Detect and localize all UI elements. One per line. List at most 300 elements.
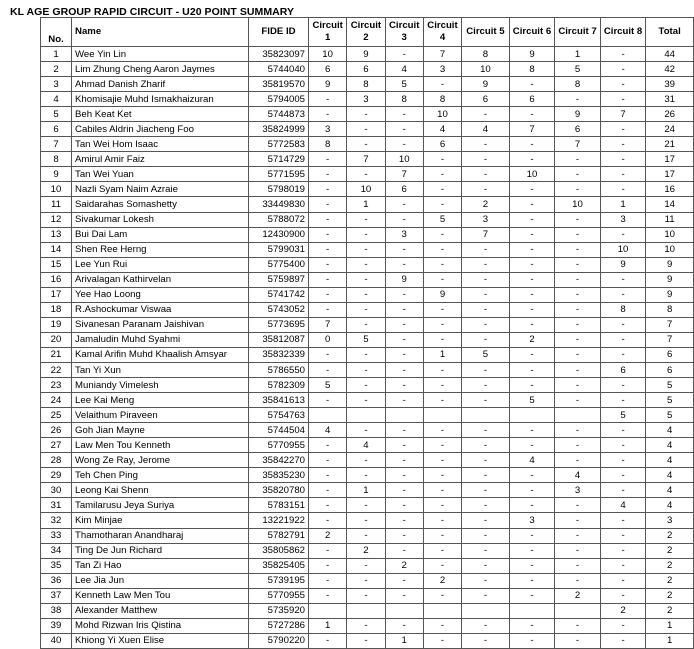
cell-circuit-6: - xyxy=(509,182,555,197)
cell-circuit-3: - xyxy=(385,332,423,347)
cell-fide-id: 35824999 xyxy=(248,122,308,137)
cell-circuit-6 xyxy=(509,408,555,423)
cell-total: 3 xyxy=(646,513,694,528)
cell-fide-id: 5744504 xyxy=(248,423,308,438)
cell-no: 19 xyxy=(41,317,72,332)
cell-total: 9 xyxy=(646,257,694,272)
cell-circuit-8: - xyxy=(600,287,646,302)
cell-circuit-6: - xyxy=(509,498,555,513)
cell-circuit-2: - xyxy=(347,242,385,257)
cell-circuit-6: - xyxy=(509,302,555,317)
cell-circuit-8: - xyxy=(600,453,646,468)
cell-circuit-2: - xyxy=(347,453,385,468)
cell-fide-id: 5783151 xyxy=(248,498,308,513)
cell-name: Bui Dai Lam xyxy=(72,227,249,242)
cell-no: 38 xyxy=(41,603,72,618)
cell-circuit-7: 4 xyxy=(555,468,601,483)
cell-circuit-3: - xyxy=(385,483,423,498)
cell-circuit-3: - xyxy=(385,438,423,453)
cell-name: Beh Keat Ket xyxy=(72,107,249,122)
cell-circuit-8: 10 xyxy=(600,242,646,257)
cell-total: 17 xyxy=(646,167,694,182)
cell-circuit-6: - xyxy=(509,137,555,152)
table-row xyxy=(41,47,694,62)
cell-circuit-3: - xyxy=(385,588,423,603)
cell-total: 2 xyxy=(646,543,694,558)
cell-circuit-6: - xyxy=(509,107,555,122)
cell-circuit-7: 3 xyxy=(555,483,601,498)
table-row xyxy=(41,332,694,347)
cell-circuit-6: 8 xyxy=(509,62,555,77)
cell-no: 13 xyxy=(41,227,72,242)
cell-circuit-7: 2 xyxy=(555,588,601,603)
cell-circuit-1: - xyxy=(309,107,347,122)
cell-total: 14 xyxy=(646,197,694,212)
cell-circuit-7: - xyxy=(555,152,601,167)
cell-circuit-7: - xyxy=(555,242,601,257)
page-title: KL AGE GROUP RAPID CIRCUIT - U20 POINT SUMMARY xyxy=(10,6,295,18)
cell-circuit-8: - xyxy=(600,438,646,453)
cell-circuit-7: - xyxy=(555,618,601,633)
cell-circuit-4: - xyxy=(423,362,461,377)
cell-total: 21 xyxy=(646,137,694,152)
cell-circuit-8: - xyxy=(600,272,646,287)
cell-circuit-4: 7 xyxy=(423,47,461,62)
cell-circuit-7: - xyxy=(555,498,601,513)
cell-name: Teh Chen Ping xyxy=(72,468,249,483)
cell-circuit-6: - xyxy=(509,152,555,167)
cell-circuit-7: 10 xyxy=(555,197,601,212)
cell-circuit-7: - xyxy=(555,227,601,242)
table-row xyxy=(41,197,694,212)
cell-circuit-5: - xyxy=(462,378,510,393)
cell-name: Kim Minjae xyxy=(72,513,249,528)
cell-name: Goh Jian Mayne xyxy=(72,423,249,438)
cell-circuit-8: 3 xyxy=(600,212,646,227)
cell-circuit-5: - xyxy=(462,167,510,182)
table-row xyxy=(41,92,694,107)
cell-circuit-6: - xyxy=(509,227,555,242)
cell-circuit-4: - xyxy=(423,633,461,648)
cell-fide-id: 5794005 xyxy=(248,92,308,107)
cell-circuit-2: 9 xyxy=(347,47,385,62)
cell-circuit-2: - xyxy=(347,588,385,603)
cell-circuit-4: - xyxy=(423,317,461,332)
cell-circuit-4: - xyxy=(423,393,461,408)
cell-circuit-1: - xyxy=(309,227,347,242)
cell-no: 8 xyxy=(41,152,72,167)
cell-circuit-3: - xyxy=(385,528,423,543)
cell-circuit-4: - xyxy=(423,558,461,573)
cell-circuit-1: - xyxy=(309,438,347,453)
cell-fide-id: 5782791 xyxy=(248,528,308,543)
table-row xyxy=(41,347,694,362)
cell-circuit-8: - xyxy=(600,317,646,332)
cell-fide-id: 5788072 xyxy=(248,212,308,227)
cell-circuit-3: - xyxy=(385,107,423,122)
cell-circuit-5: - xyxy=(462,558,510,573)
cell-circuit-8: - xyxy=(600,573,646,588)
cell-fide-id: 35820780 xyxy=(248,483,308,498)
cell-circuit-8: 8 xyxy=(600,302,646,317)
cell-circuit-2: - xyxy=(347,378,385,393)
cell-name: Wee Yin Lin xyxy=(72,47,249,62)
cell-circuit-1: - xyxy=(309,182,347,197)
cell-no: 30 xyxy=(41,483,72,498)
cell-circuit-5: - xyxy=(462,483,510,498)
cell-no: 3 xyxy=(41,77,72,92)
cell-circuit-3: - xyxy=(385,362,423,377)
cell-total: 7 xyxy=(646,317,694,332)
cell-circuit-3: - xyxy=(385,513,423,528)
cell-circuit-3: - xyxy=(385,212,423,227)
cell-total: 4 xyxy=(646,453,694,468)
cell-circuit-6: - xyxy=(509,197,555,212)
cell-circuit-8: - xyxy=(600,558,646,573)
cell-total: 1 xyxy=(646,633,694,648)
cell-circuit-7: - xyxy=(555,573,601,588)
cell-fide-id: 35805862 xyxy=(248,543,308,558)
cell-circuit-4: 6 xyxy=(423,137,461,152)
header-name: Name xyxy=(72,18,249,47)
cell-no: 20 xyxy=(41,332,72,347)
table-row xyxy=(41,62,694,77)
cell-circuit-7: - xyxy=(555,332,601,347)
cell-circuit-3: - xyxy=(385,137,423,152)
cell-circuit-5: - xyxy=(462,332,510,347)
cell-fide-id: 5790220 xyxy=(248,633,308,648)
cell-fide-id: 5744873 xyxy=(248,107,308,122)
cell-fide-id: 13221922 xyxy=(248,513,308,528)
cell-circuit-7: - xyxy=(555,633,601,648)
cell-circuit-5: - xyxy=(462,423,510,438)
cell-name: Thamotharan Anandharaj xyxy=(72,528,249,543)
cell-circuit-8: - xyxy=(600,137,646,152)
cell-circuit-5: - xyxy=(462,152,510,167)
cell-no: 12 xyxy=(41,212,72,227)
cell-circuit-2: - xyxy=(347,317,385,332)
cell-circuit-8: - xyxy=(600,47,646,62)
cell-no: 6 xyxy=(41,122,72,137)
cell-circuit-3 xyxy=(385,408,423,423)
cell-no: 31 xyxy=(41,498,72,513)
table-row xyxy=(41,107,694,122)
cell-circuit-3: 10 xyxy=(385,152,423,167)
cell-circuit-2: 3 xyxy=(347,92,385,107)
cell-circuit-2: - xyxy=(347,468,385,483)
cell-circuit-5: - xyxy=(462,137,510,152)
table-row xyxy=(41,423,694,438)
cell-circuit-4: - xyxy=(423,302,461,317)
cell-circuit-8: - xyxy=(600,92,646,107)
table-row xyxy=(41,558,694,573)
table-row xyxy=(41,483,694,498)
cell-circuit-8: - xyxy=(600,618,646,633)
cell-circuit-1: - xyxy=(309,468,347,483)
cell-circuit-1: - xyxy=(309,543,347,558)
header-circuit-6: Circuit 6 xyxy=(509,18,555,47)
table-row xyxy=(41,513,694,528)
cell-total: 2 xyxy=(646,528,694,543)
cell-no: 18 xyxy=(41,302,72,317)
table-row xyxy=(41,302,694,317)
cell-circuit-5: - xyxy=(462,513,510,528)
cell-circuit-2: - xyxy=(347,137,385,152)
cell-circuit-8: - xyxy=(600,483,646,498)
cell-circuit-4: - xyxy=(423,167,461,182)
cell-total: 9 xyxy=(646,272,694,287)
cell-total: 4 xyxy=(646,438,694,453)
cell-circuit-6: 9 xyxy=(509,47,555,62)
cell-circuit-6: - xyxy=(509,347,555,362)
cell-circuit-3: 4 xyxy=(385,62,423,77)
cell-circuit-4: 5 xyxy=(423,212,461,227)
cell-name: Muniandy Vimelesh xyxy=(72,378,249,393)
cell-circuit-5: - xyxy=(462,468,510,483)
cell-circuit-7: - xyxy=(555,393,601,408)
cell-circuit-5: - xyxy=(462,302,510,317)
cell-circuit-8: - xyxy=(600,152,646,167)
cell-circuit-4: - xyxy=(423,242,461,257)
table-row xyxy=(41,257,694,272)
cell-circuit-4: - xyxy=(423,77,461,92)
cell-circuit-1: - xyxy=(309,633,347,648)
cell-circuit-8: - xyxy=(600,62,646,77)
cell-circuit-5: - xyxy=(462,588,510,603)
cell-circuit-4: - xyxy=(423,378,461,393)
cell-circuit-7: 6 xyxy=(555,122,601,137)
cell-circuit-3: - xyxy=(385,468,423,483)
cell-fide-id: 5798019 xyxy=(248,182,308,197)
cell-no: 26 xyxy=(41,423,72,438)
table-row xyxy=(41,362,694,377)
cell-circuit-2: - xyxy=(347,513,385,528)
cell-name: Ting De Jun Richard xyxy=(72,543,249,558)
cell-circuit-6: - xyxy=(509,558,555,573)
cell-total: 5 xyxy=(646,408,694,423)
cell-total: 26 xyxy=(646,107,694,122)
cell-circuit-4: 2 xyxy=(423,573,461,588)
cell-circuit-8: - xyxy=(600,588,646,603)
cell-circuit-6: 3 xyxy=(509,513,555,528)
table-row xyxy=(41,152,694,167)
cell-no: 39 xyxy=(41,618,72,633)
cell-circuit-5: 8 xyxy=(462,47,510,62)
cell-circuit-2: - xyxy=(347,633,385,648)
cell-circuit-3: - xyxy=(385,302,423,317)
cell-name: Ahmad Danish Zharif xyxy=(72,77,249,92)
cell-circuit-1: - xyxy=(309,588,347,603)
cell-no: 33 xyxy=(41,528,72,543)
cell-circuit-5: - xyxy=(462,438,510,453)
cell-total: 1 xyxy=(646,618,694,633)
cell-circuit-5: - xyxy=(462,317,510,332)
table-row xyxy=(41,588,694,603)
cell-circuit-8: - xyxy=(600,378,646,393)
table-row xyxy=(41,287,694,302)
cell-circuit-2: - xyxy=(347,122,385,137)
cell-circuit-5: - xyxy=(462,498,510,513)
cell-circuit-6: 6 xyxy=(509,92,555,107)
cell-circuit-4: - xyxy=(423,618,461,633)
cell-circuit-8: - xyxy=(600,543,646,558)
cell-circuit-2: - xyxy=(347,272,385,287)
cell-name: Cabiles Aldrin Jiacheng Foo xyxy=(72,122,249,137)
cell-circuit-2: 5 xyxy=(347,332,385,347)
cell-fide-id: 35832339 xyxy=(248,347,308,362)
cell-circuit-7: 9 xyxy=(555,107,601,122)
cell-no: 27 xyxy=(41,438,72,453)
cell-circuit-8: 2 xyxy=(600,603,646,618)
cell-circuit-7: - xyxy=(555,528,601,543)
cell-total: 2 xyxy=(646,588,694,603)
cell-name: Khiong Yi Xuen Elise xyxy=(72,633,249,648)
cell-circuit-3: - xyxy=(385,543,423,558)
cell-fide-id: 5770955 xyxy=(248,438,308,453)
cell-circuit-8: - xyxy=(600,332,646,347)
cell-circuit-6: 7 xyxy=(509,122,555,137)
cell-circuit-3: - xyxy=(385,317,423,332)
cell-circuit-5: - xyxy=(462,107,510,122)
header-circuit-2: Circuit 2 xyxy=(347,18,385,47)
cell-circuit-5 xyxy=(462,408,510,423)
cell-circuit-2: - xyxy=(347,558,385,573)
cell-circuit-4: 1 xyxy=(423,347,461,362)
cell-circuit-4: - xyxy=(423,543,461,558)
cell-circuit-3: - xyxy=(385,122,423,137)
cell-circuit-7: - xyxy=(555,543,601,558)
table-row xyxy=(41,393,694,408)
table-row xyxy=(41,167,694,182)
cell-circuit-1: - xyxy=(309,257,347,272)
cell-no: 4 xyxy=(41,92,72,107)
cell-circuit-7: - xyxy=(555,317,601,332)
cell-circuit-7: - xyxy=(555,92,601,107)
cell-circuit-8: - xyxy=(600,528,646,543)
cell-name: Law Men Tou Kenneth xyxy=(72,438,249,453)
cell-circuit-8: 9 xyxy=(600,257,646,272)
cell-total: 24 xyxy=(646,122,694,137)
cell-circuit-3: - xyxy=(385,453,423,468)
cell-circuit-6: - xyxy=(509,77,555,92)
cell-circuit-7 xyxy=(555,603,601,618)
cell-name: Yee Hao Loong xyxy=(72,287,249,302)
cell-circuit-6: - xyxy=(509,378,555,393)
table-row xyxy=(41,633,694,648)
cell-circuit-7: - xyxy=(555,453,601,468)
cell-circuit-2 xyxy=(347,603,385,618)
cell-circuit-4: - xyxy=(423,498,461,513)
cell-fide-id: 5735920 xyxy=(248,603,308,618)
header-fide-id: FIDE ID xyxy=(248,18,308,47)
cell-circuit-7: - xyxy=(555,558,601,573)
cell-circuit-7: - xyxy=(555,212,601,227)
cell-circuit-8: - xyxy=(600,182,646,197)
cell-name: Lee Yun Rui xyxy=(72,257,249,272)
cell-circuit-6: - xyxy=(509,362,555,377)
cell-circuit-1: - xyxy=(309,287,347,302)
cell-circuit-2: - xyxy=(347,167,385,182)
cell-total: 4 xyxy=(646,468,694,483)
cell-total: 2 xyxy=(646,558,694,573)
cell-circuit-8: 1 xyxy=(600,197,646,212)
cell-circuit-7: - xyxy=(555,272,601,287)
cell-name: Wong Ze Ray, Jerome xyxy=(72,453,249,468)
cell-circuit-1: - xyxy=(309,212,347,227)
cell-total: 11 xyxy=(646,212,694,227)
cell-circuit-1: - xyxy=(309,483,347,498)
cell-circuit-7: - xyxy=(555,302,601,317)
cell-circuit-6: - xyxy=(509,528,555,543)
cell-total: 44 xyxy=(646,47,694,62)
cell-circuit-1: - xyxy=(309,272,347,287)
cell-circuit-1: 7 xyxy=(309,317,347,332)
cell-circuit-2: - xyxy=(347,423,385,438)
cell-name: Khomisajie Muhd Ismakhaizuran xyxy=(72,92,249,107)
cell-name: Alexander Matthew xyxy=(72,603,249,618)
cell-circuit-2: - xyxy=(347,212,385,227)
header-no: No. xyxy=(41,18,72,47)
cell-circuit-5: - xyxy=(462,393,510,408)
cell-no: 5 xyxy=(41,107,72,122)
cell-circuit-6: - xyxy=(509,588,555,603)
cell-total: 6 xyxy=(646,362,694,377)
table-row xyxy=(41,122,694,137)
cell-fide-id: 5759897 xyxy=(248,272,308,287)
cell-no: 25 xyxy=(41,408,72,423)
cell-no: 11 xyxy=(41,197,72,212)
cell-circuit-7: 7 xyxy=(555,137,601,152)
cell-circuit-5 xyxy=(462,603,510,618)
cell-name: Nazli Syam Naim Azraie xyxy=(72,182,249,197)
cell-circuit-4: - xyxy=(423,423,461,438)
cell-total: 31 xyxy=(646,92,694,107)
cell-total: 8 xyxy=(646,302,694,317)
cell-circuit-7: 8 xyxy=(555,77,601,92)
cell-circuit-6 xyxy=(509,603,555,618)
cell-no: 34 xyxy=(41,543,72,558)
cell-circuit-1: - xyxy=(309,498,347,513)
cell-circuit-8: - xyxy=(600,122,646,137)
points-table-wrapper xyxy=(40,17,694,647)
cell-no: 32 xyxy=(41,513,72,528)
cell-circuit-2: - xyxy=(347,528,385,543)
cell-circuit-5: - xyxy=(462,543,510,558)
cell-circuit-6: - xyxy=(509,212,555,227)
cell-circuit-7: 5 xyxy=(555,62,601,77)
cell-circuit-5: 6 xyxy=(462,92,510,107)
cell-circuit-1: 2 xyxy=(309,528,347,543)
cell-total: 5 xyxy=(646,393,694,408)
cell-total: 9 xyxy=(646,287,694,302)
cell-circuit-1: 8 xyxy=(309,137,347,152)
table-row xyxy=(41,603,694,618)
cell-no: 1 xyxy=(41,47,72,62)
cell-no: 17 xyxy=(41,287,72,302)
cell-name: Tan Wei Yuan xyxy=(72,167,249,182)
cell-circuit-8: 5 xyxy=(600,408,646,423)
cell-circuit-5: - xyxy=(462,182,510,197)
cell-fide-id: 5770955 xyxy=(248,588,308,603)
cell-circuit-1: 10 xyxy=(309,47,347,62)
cell-fide-id: 12430900 xyxy=(248,227,308,242)
cell-no: 7 xyxy=(41,137,72,152)
cell-circuit-4: - xyxy=(423,513,461,528)
cell-circuit-3: - xyxy=(385,257,423,272)
cell-fide-id: 5754763 xyxy=(248,408,308,423)
cell-circuit-3: - xyxy=(385,347,423,362)
table-row xyxy=(41,317,694,332)
